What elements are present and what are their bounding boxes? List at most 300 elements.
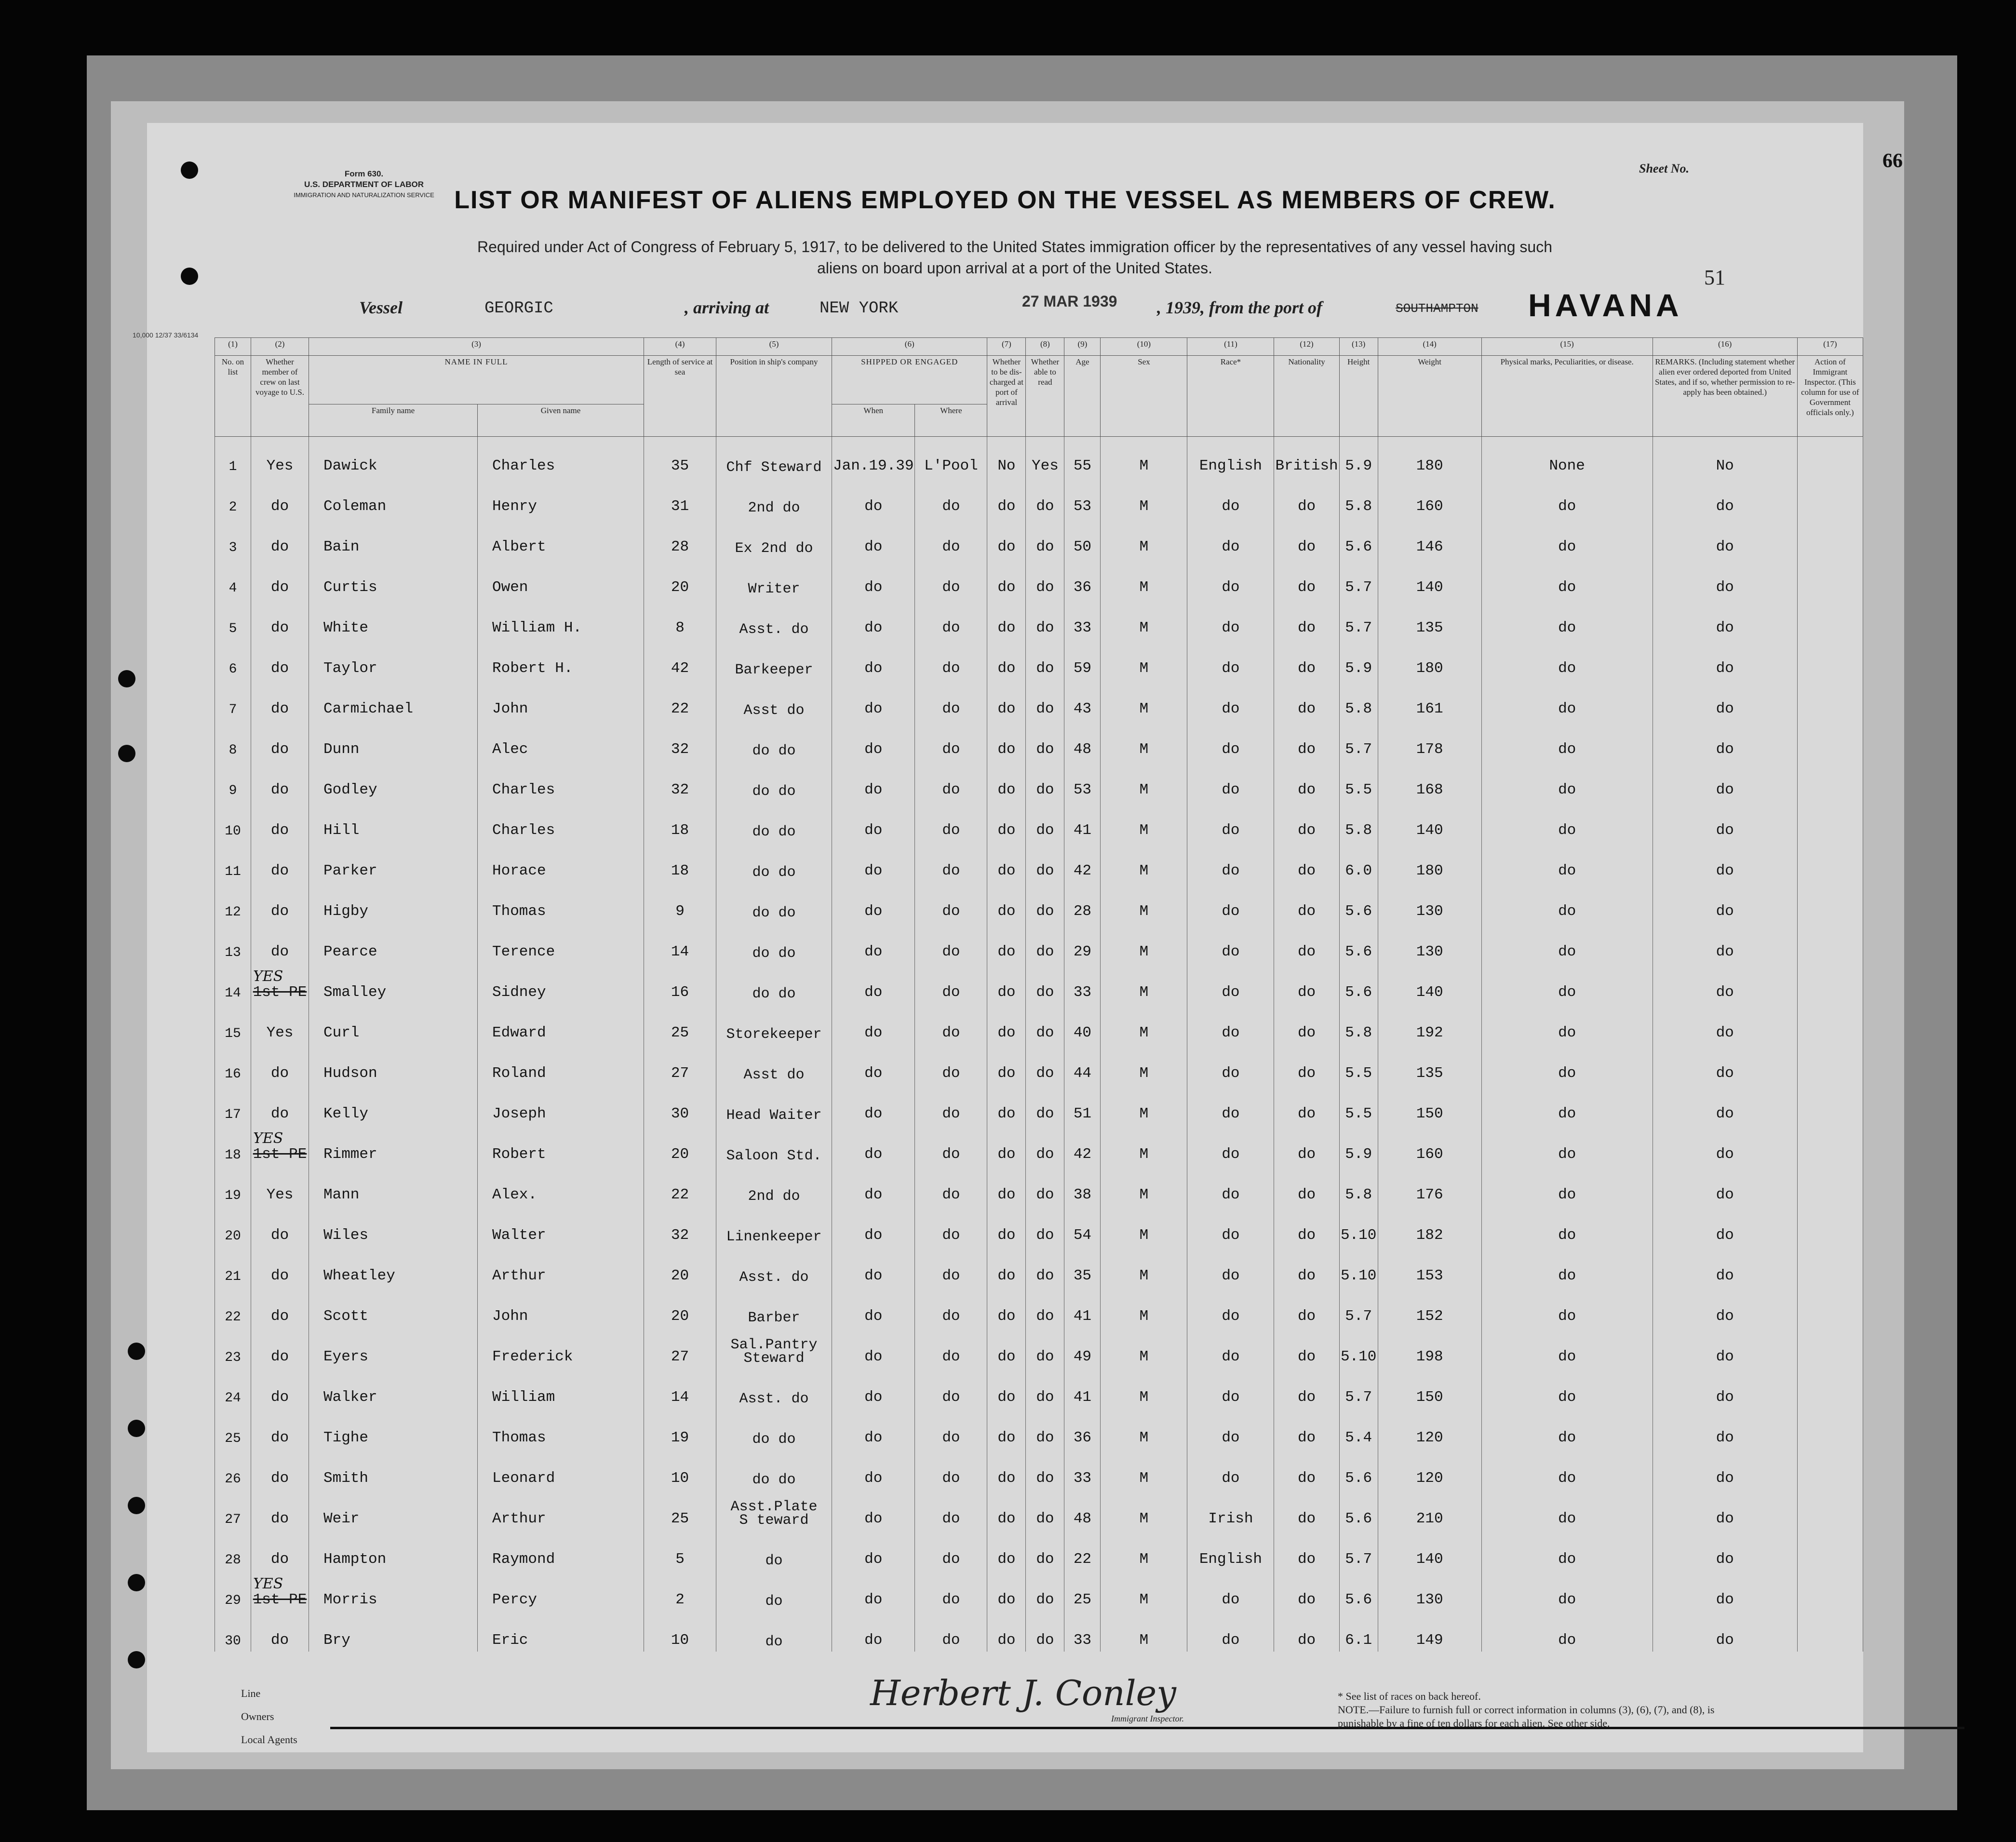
table-row xyxy=(215,639,1863,680)
table-row xyxy=(215,923,1863,963)
cell-race: do xyxy=(1187,1287,1274,1328)
cell-service: 27 xyxy=(644,1044,716,1085)
cell-given: Percy xyxy=(478,1571,644,1611)
cell-crew: do xyxy=(251,680,309,720)
cell-position: do do xyxy=(716,882,832,923)
cell-read: do xyxy=(1026,1530,1064,1571)
table-row xyxy=(215,1449,1863,1490)
cell-weight: 153 xyxy=(1378,1247,1481,1287)
cell-family: Wheatley xyxy=(309,1247,478,1287)
col-num: (7) xyxy=(987,338,1026,356)
cell-nat: do xyxy=(1274,1247,1339,1287)
footer-notes xyxy=(1338,1690,1733,1730)
cell-crew: Yes xyxy=(251,437,309,478)
cell-where: do xyxy=(915,1125,987,1166)
table-row xyxy=(215,599,1863,639)
cell-weight: 135 xyxy=(1378,1044,1481,1085)
cell-no: 17 xyxy=(215,1085,251,1125)
cell-disch: do xyxy=(987,882,1026,923)
table-row xyxy=(215,1328,1863,1368)
crew-rows xyxy=(215,437,1863,1652)
cell-height: 5.6 xyxy=(1339,882,1378,923)
cell-remarks: do xyxy=(1653,1611,1797,1652)
cell-family: Coleman xyxy=(309,477,478,518)
cell-marks: do xyxy=(1481,801,1653,842)
cell-height: 5.10 xyxy=(1339,1206,1378,1247)
cell-when: do xyxy=(832,1206,915,1247)
table-row xyxy=(215,882,1863,923)
cell-height: 5.9 xyxy=(1339,1125,1378,1166)
races-note: * See list of races on back hereof. xyxy=(1338,1690,1481,1702)
cell-read: do xyxy=(1026,1328,1064,1368)
cell-where: do xyxy=(915,639,987,680)
cell-race: do xyxy=(1187,801,1274,842)
cell-when: do xyxy=(832,1449,915,1490)
cell-disch: do xyxy=(987,1328,1026,1368)
cell-crew: do xyxy=(251,1368,309,1409)
cell-age: 22 xyxy=(1064,1530,1101,1571)
cell-given: Thomas xyxy=(478,882,644,923)
cell-position: do do xyxy=(716,1449,832,1490)
cell-weight: 180 xyxy=(1378,639,1481,680)
cell-nat: do xyxy=(1274,1490,1339,1530)
cell-where: do xyxy=(915,1328,987,1368)
cell-when: Jan.19.39 xyxy=(832,437,915,478)
cell-service: 10 xyxy=(644,1449,716,1490)
cell-nat: do xyxy=(1274,1004,1339,1044)
cell-age: 33 xyxy=(1064,963,1101,1004)
punch-hole-icon xyxy=(128,1420,145,1437)
table-row xyxy=(215,1166,1863,1206)
cell-crew: do xyxy=(251,1247,309,1287)
cell-nat: do xyxy=(1274,842,1339,882)
cell-weight: 140 xyxy=(1378,963,1481,1004)
cell-family: Curtis xyxy=(309,558,478,599)
cell-age: 41 xyxy=(1064,1287,1101,1328)
cell-weight: 146 xyxy=(1378,518,1481,558)
cell-inspector-action xyxy=(1797,923,1863,963)
cell-age: 35 xyxy=(1064,1247,1101,1287)
cell-given: Robert xyxy=(478,1125,644,1166)
cell-weight: 198 xyxy=(1378,1328,1481,1368)
header-sex: Sex xyxy=(1101,356,1187,437)
cell-sex: M xyxy=(1101,477,1187,518)
cell-position: Storekeeper xyxy=(716,1004,832,1044)
cell-weight: 210 xyxy=(1378,1490,1481,1530)
cell-inspector-action xyxy=(1797,1449,1863,1490)
cell-service: 25 xyxy=(644,1004,716,1044)
cell-family: Weir xyxy=(309,1490,478,1530)
owners-field-label: Owners xyxy=(241,1710,274,1722)
cell-sex: M xyxy=(1101,761,1187,801)
cell-crew: Yes xyxy=(251,1004,309,1044)
cell-nat: do xyxy=(1274,477,1339,518)
cell-inspector-action xyxy=(1797,1368,1863,1409)
cell-marks: do xyxy=(1481,1571,1653,1611)
header-able-to-read: Whether able to read xyxy=(1026,356,1064,437)
cell-given: Arthur xyxy=(478,1490,644,1530)
cell-position: do do xyxy=(716,842,832,882)
cell-crew: do xyxy=(251,1449,309,1490)
cell-marks: do xyxy=(1481,1206,1653,1247)
cell-given: Edward xyxy=(478,1004,644,1044)
col-num: (17) xyxy=(1797,338,1863,356)
cell-family: Kelly xyxy=(309,1085,478,1125)
cell-disch: do xyxy=(987,1449,1026,1490)
cell-where: do xyxy=(915,1247,987,1287)
cell-read: do xyxy=(1026,882,1064,923)
cell-disch: do xyxy=(987,558,1026,599)
cell-race: do xyxy=(1187,1004,1274,1044)
service-name: IMMIGRATION AND NATURALIZATION SERVICE xyxy=(294,191,434,199)
cell-weight: 180 xyxy=(1378,437,1481,478)
col-num: (2) xyxy=(251,338,309,356)
cell-crew: do xyxy=(251,1409,309,1449)
cell-disch: do xyxy=(987,1247,1026,1287)
table-row xyxy=(215,761,1863,801)
cell-inspector-action xyxy=(1797,558,1863,599)
cell-disch: do xyxy=(987,761,1026,801)
cell-position: Asst. do xyxy=(716,1247,832,1287)
cell-given: Arthur xyxy=(478,1247,644,1287)
cell-position: Chf Steward xyxy=(716,437,832,478)
cell-where: do xyxy=(915,1044,987,1085)
date-stamp: 27 MAR 1939 xyxy=(1022,293,1117,310)
cell-position: do do xyxy=(716,801,832,842)
cell-weight: 140 xyxy=(1378,558,1481,599)
cell-disch: do xyxy=(987,1287,1026,1328)
cell-crew: do xyxy=(251,518,309,558)
cell-nat: do xyxy=(1274,1409,1339,1449)
cell-where: do xyxy=(915,558,987,599)
cell-position: do do xyxy=(716,1409,832,1449)
cell-when: do xyxy=(832,1571,915,1611)
cell-weight: 130 xyxy=(1378,1571,1481,1611)
cell-crew: do xyxy=(251,923,309,963)
cell-when: do xyxy=(832,801,915,842)
header-inspector-action: Action of Immigrant Inspector. (This column for use of Government officials only.) xyxy=(1797,356,1863,437)
cell-read: do xyxy=(1026,1085,1064,1125)
cell-service: 31 xyxy=(644,477,716,518)
cell-read: do xyxy=(1026,680,1064,720)
cell-no: 15 xyxy=(215,1004,251,1044)
cell-inspector-action xyxy=(1797,1328,1863,1368)
cell-given: William xyxy=(478,1368,644,1409)
cell-marks: do xyxy=(1481,963,1653,1004)
cell-position: do do xyxy=(716,923,832,963)
cell-service: 32 xyxy=(644,1206,716,1247)
table-row xyxy=(215,680,1863,720)
cell-disch: do xyxy=(987,720,1026,761)
local-agents-field-label: Local Agents xyxy=(241,1734,297,1746)
cell-where: do xyxy=(915,1206,987,1247)
cell-disch: do xyxy=(987,801,1026,842)
cell-height: 5.10 xyxy=(1339,1247,1378,1287)
col-num: (14) xyxy=(1378,338,1481,356)
cell-sex: M xyxy=(1101,680,1187,720)
cell-inspector-action xyxy=(1797,882,1863,923)
cell-position: Writer xyxy=(716,558,832,599)
cell-position: Linenkeeper xyxy=(716,1206,832,1247)
sequence-number: 51 xyxy=(1704,266,1725,289)
col-num: (11) xyxy=(1187,338,1274,356)
cell-service: 20 xyxy=(644,1247,716,1287)
table-row xyxy=(215,1125,1863,1166)
cell-no: 21 xyxy=(215,1247,251,1287)
cell-given: John xyxy=(478,680,644,720)
table-row xyxy=(215,1368,1863,1409)
cell-where: do xyxy=(915,1085,987,1125)
cell-read: do xyxy=(1026,639,1064,680)
cell-height: 5.8 xyxy=(1339,1166,1378,1206)
cell-where: do xyxy=(915,477,987,518)
header-no-on-list: No. on list xyxy=(215,356,251,437)
cell-position: Sal.Pantry Steward xyxy=(716,1328,832,1368)
cell-height: 5.8 xyxy=(1339,1004,1378,1044)
cell-marks: None xyxy=(1481,437,1653,478)
cell-age: 43 xyxy=(1064,680,1101,720)
cell-where: do xyxy=(915,963,987,1004)
cell-where: do xyxy=(915,1530,987,1571)
cell-age: 33 xyxy=(1064,1611,1101,1652)
cell-age: 40 xyxy=(1064,1004,1101,1044)
cell-nat: do xyxy=(1274,923,1339,963)
cell-inspector-action xyxy=(1797,599,1863,639)
vessel-name: GEORGIC xyxy=(484,299,553,318)
cell-remarks: do xyxy=(1653,1328,1797,1368)
table-row xyxy=(215,842,1863,882)
cell-sex: M xyxy=(1101,1530,1187,1571)
cell-given: Leonard xyxy=(478,1449,644,1490)
cell-race: do xyxy=(1187,599,1274,639)
cell-height: 5.5 xyxy=(1339,1085,1378,1125)
cell-sex: M xyxy=(1101,1085,1187,1125)
cell-family: Wiles xyxy=(309,1206,478,1247)
cell-when: do xyxy=(832,882,915,923)
cell-read: do xyxy=(1026,1368,1064,1409)
cell-weight: 130 xyxy=(1378,882,1481,923)
cell-when: do xyxy=(832,518,915,558)
cell-sex: M xyxy=(1101,1409,1187,1449)
penalty-note: NOTE.—Failure to furnish full or correct information in columns (3), (6), (7), and (8), is punishable by a fine of ten dollars for each alien. See other side. xyxy=(1338,1704,1715,1729)
cell-nat: do xyxy=(1274,720,1339,761)
col-num: (10) xyxy=(1101,338,1187,356)
table-row xyxy=(215,801,1863,842)
cell-height: 5.9 xyxy=(1339,437,1378,478)
cell-where: do xyxy=(915,1287,987,1328)
table-row xyxy=(215,1287,1863,1328)
cell-sex: M xyxy=(1101,1571,1187,1611)
cell-age: 28 xyxy=(1064,882,1101,923)
cell-disch: do xyxy=(987,1125,1026,1166)
cell-family: Dawick xyxy=(309,437,478,478)
cell-where: do xyxy=(915,882,987,923)
cell-read: do xyxy=(1026,720,1064,761)
cell-read: do xyxy=(1026,1287,1064,1328)
cell-read: do xyxy=(1026,1247,1064,1287)
cell-disch: do xyxy=(987,1044,1026,1085)
cell-service: 2 xyxy=(644,1571,716,1611)
cell-remarks: do xyxy=(1653,1166,1797,1206)
cell-age: 36 xyxy=(1064,558,1101,599)
cell-given: Walter xyxy=(478,1206,644,1247)
cell-sex: M xyxy=(1101,963,1187,1004)
cell-when: do xyxy=(832,1166,915,1206)
cell-given: Thomas xyxy=(478,1409,644,1449)
table-row xyxy=(215,1409,1863,1449)
cell-race: do xyxy=(1187,680,1274,720)
cell-race: do xyxy=(1187,1044,1274,1085)
cell-sex: M xyxy=(1101,923,1187,963)
cell-inspector-action xyxy=(1797,1530,1863,1571)
cell-family: Eyers xyxy=(309,1328,478,1368)
col-num: (6) xyxy=(832,338,987,356)
cell-no: 27 xyxy=(215,1490,251,1530)
cell-marks: do xyxy=(1481,720,1653,761)
table-row xyxy=(215,1490,1863,1530)
cell-inspector-action xyxy=(1797,680,1863,720)
cell-age: 33 xyxy=(1064,1449,1101,1490)
cell-no: 16 xyxy=(215,1044,251,1085)
cell-family: Dunn xyxy=(309,720,478,761)
cell-position: do xyxy=(716,1530,832,1571)
table-row xyxy=(215,558,1863,599)
cell-position: Asst. do xyxy=(716,1368,832,1409)
cell-weight: 178 xyxy=(1378,720,1481,761)
cell-no: 13 xyxy=(215,923,251,963)
cell-marks: do xyxy=(1481,599,1653,639)
cell-crew: do xyxy=(251,1328,309,1368)
cell-given: Charles xyxy=(478,801,644,842)
cell-no: 4 xyxy=(215,558,251,599)
cell-where: do xyxy=(915,1166,987,1206)
handwritten-correction: YES xyxy=(253,1575,283,1592)
cell-no: 5 xyxy=(215,599,251,639)
cell-remarks: do xyxy=(1653,720,1797,761)
cell-race: do xyxy=(1187,882,1274,923)
cell-nat: do xyxy=(1274,639,1339,680)
cell-height: 6.1 xyxy=(1339,1611,1378,1652)
cell-inspector-action xyxy=(1797,518,1863,558)
table-row xyxy=(215,1530,1863,1571)
cell-race: do xyxy=(1187,1166,1274,1206)
cell-read: do xyxy=(1026,801,1064,842)
cell-crew: do xyxy=(251,1085,309,1125)
cell-crew: do xyxy=(251,599,309,639)
cell-inspector-action xyxy=(1797,842,1863,882)
subtitle-line-2: aliens on board upon arrival at a port of the United States. xyxy=(817,259,1213,277)
cell-disch: do xyxy=(987,639,1026,680)
cell-race: English xyxy=(1187,437,1274,478)
cell-position: Asst.Plate S teward xyxy=(716,1490,832,1530)
struck-crew-status: 1st PE xyxy=(253,1146,307,1163)
cell-service: 10 xyxy=(644,1611,716,1652)
cell-no: 28 xyxy=(215,1530,251,1571)
cell-age: 42 xyxy=(1064,842,1101,882)
cell-no: 23 xyxy=(215,1328,251,1368)
cell-weight: 180 xyxy=(1378,842,1481,882)
cell-nat: do xyxy=(1274,518,1339,558)
cell-race: do xyxy=(1187,963,1274,1004)
cell-weight: 140 xyxy=(1378,1530,1481,1571)
cell-inspector-action xyxy=(1797,1247,1863,1287)
cell-crew: do xyxy=(251,558,309,599)
cell-height: 5.6 xyxy=(1339,1490,1378,1530)
cell-family: Walker xyxy=(309,1368,478,1409)
cell-position: do do xyxy=(716,720,832,761)
cell-position: 2nd do xyxy=(716,477,832,518)
cell-inspector-action xyxy=(1797,1125,1863,1166)
cell-given: Horace xyxy=(478,842,644,882)
cell-service: 18 xyxy=(644,842,716,882)
cell-disch: do xyxy=(987,1206,1026,1247)
cell-crew: do xyxy=(251,1044,309,1085)
cell-marks: do xyxy=(1481,1449,1653,1490)
cell-crew: do xyxy=(251,761,309,801)
cell-position: Asst. do xyxy=(716,599,832,639)
cell-remarks: do xyxy=(1653,477,1797,518)
cell-nat: do xyxy=(1274,1206,1339,1247)
department-name: U.S. DEPARTMENT OF LABOR xyxy=(304,180,424,189)
table-row xyxy=(215,1206,1863,1247)
table-row xyxy=(215,477,1863,518)
cell-service: 20 xyxy=(644,1125,716,1166)
cell-inspector-action xyxy=(1797,761,1863,801)
cell-sex: M xyxy=(1101,882,1187,923)
cell-disch: do xyxy=(987,1004,1026,1044)
cell-remarks: do xyxy=(1653,558,1797,599)
cell-age: 42 xyxy=(1064,1125,1101,1166)
cell-crew: do xyxy=(251,720,309,761)
cell-service: 28 xyxy=(644,518,716,558)
cell-remarks: do xyxy=(1653,599,1797,639)
cell-height: 5.7 xyxy=(1339,1368,1378,1409)
cell-family: Hill xyxy=(309,801,478,842)
cell-sex: M xyxy=(1101,599,1187,639)
cell-sex: M xyxy=(1101,558,1187,599)
col-num: (13) xyxy=(1339,338,1378,356)
cell-no: 1 xyxy=(215,437,251,478)
cell-service: 32 xyxy=(644,761,716,801)
header-physical-marks: Physical marks, Peculiarities, or disease. xyxy=(1481,356,1653,437)
cell-service: 14 xyxy=(644,923,716,963)
cell-disch: do xyxy=(987,680,1026,720)
cell-where: do xyxy=(915,923,987,963)
cell-given: Raymond xyxy=(478,1530,644,1571)
cell-where: do xyxy=(915,1611,987,1652)
cell-sex: M xyxy=(1101,842,1187,882)
cell-when: do xyxy=(832,558,915,599)
cell-remarks: do xyxy=(1653,882,1797,923)
cell-age: 53 xyxy=(1064,761,1101,801)
cell-marks: do xyxy=(1481,1287,1653,1328)
cell-given: Joseph xyxy=(478,1085,644,1125)
cell-when: do xyxy=(832,963,915,1004)
page-number: 66 xyxy=(1882,150,1903,172)
vessel-label: Vessel xyxy=(359,298,403,317)
header-position: Position in ship's company xyxy=(716,356,832,437)
cell-when: do xyxy=(832,1247,915,1287)
cell-service: 9 xyxy=(644,882,716,923)
cell-age: 55 xyxy=(1064,437,1101,478)
cell-nat: do xyxy=(1274,1611,1339,1652)
cell-crew: do xyxy=(251,639,309,680)
handwritten-correction: YES xyxy=(253,1130,283,1147)
cell-nat: do xyxy=(1274,1085,1339,1125)
cell-nat: do xyxy=(1274,963,1339,1004)
cell-service: 30 xyxy=(644,1085,716,1125)
cell-marks: do xyxy=(1481,1490,1653,1530)
